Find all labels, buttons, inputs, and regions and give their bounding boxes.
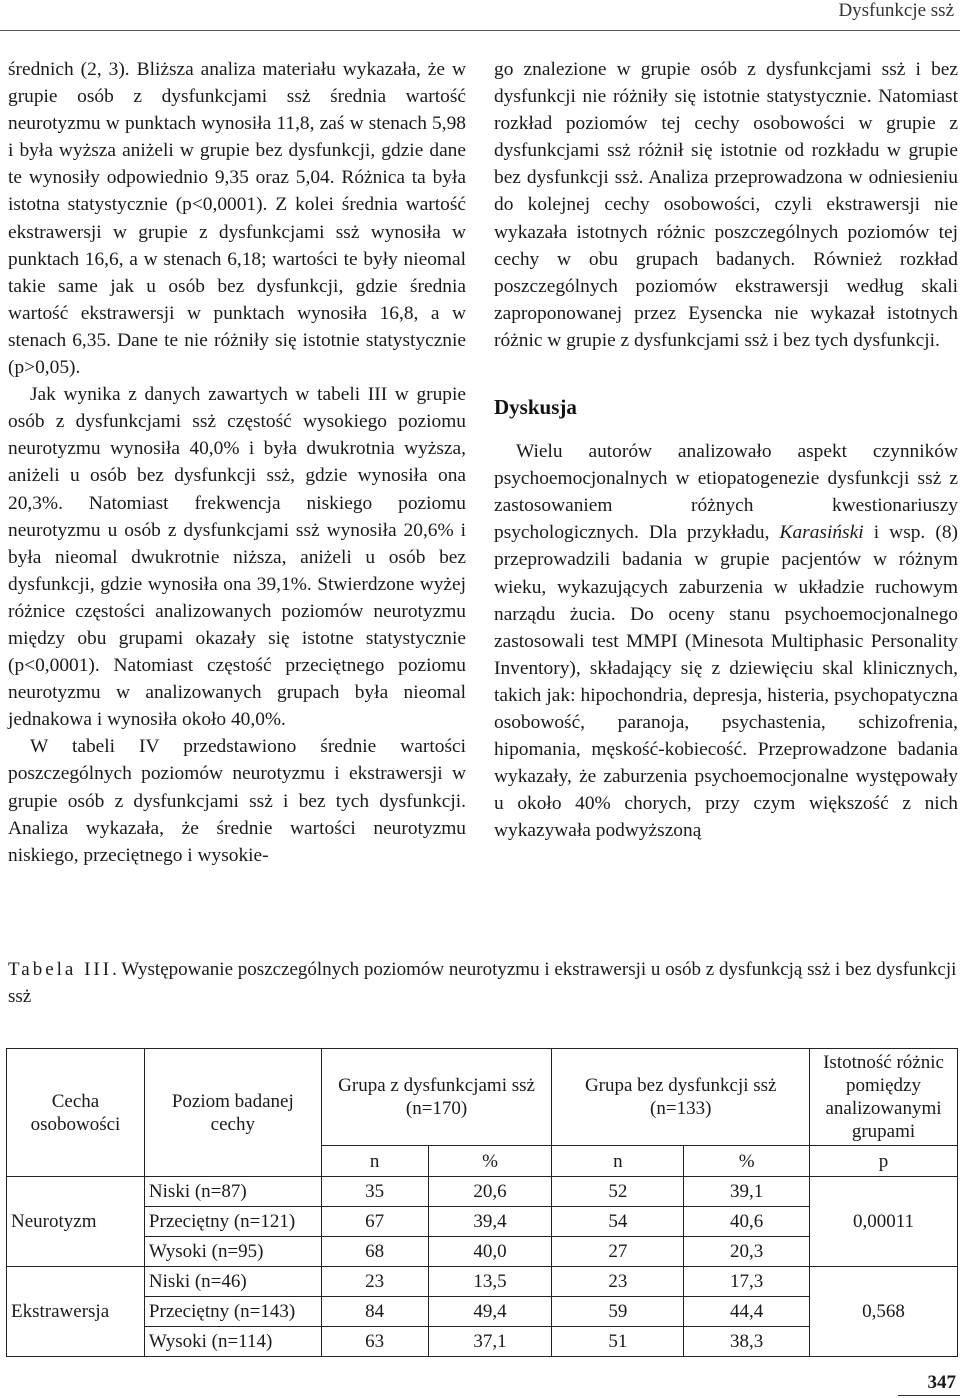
- body-paragraph: [494, 438, 958, 844]
- body-paragraph: go znalezione w grupie osób z dysfunkcjami ssż i bez dysfunkcji nie różniły się istotnie statystycznie. Natomiast rozkład poziomów tej cechy osobowości w grupie z dysfunkcjami ssż różnił się istotnie od rozkładu w grupie bez dysfunkcji ssż. Analiza przeprowadzona w odniesieniu do kolejnej cechy osobowości, czyli ekstrawersji nie wykazała istotnych różnic poszczególnych poziomów tej cechy w obu grupach badanych. Również rozkład poszczególnych poziomów ekstrawersji według skali zaproponowanej przez Eysencka nie wykazał istotnych różnic w grupie z dysfunkcjami ssż i bez tych dysfunkcji.: [494, 59, 958, 351]
- subheader-cell: %: [684, 1146, 810, 1177]
- body-paragraph: średnich (2, 3). Bliższa analiza materiału wykazała, że w grupie osób z dysfunkcjami ssż średnia wartość neurotyzmu w punktach wynosiła 11,8, zaś w stenach 5,98 i była wyższa aniżeli w grupie bez dysfunkcji, gdzie dane te wynosiły odpowiednio 9,35 oraz 5,04. Różnica ta była istotna statystycznie (p<0,0001). Z kolei średnia wartość ekstrawersji w grupie z dysfunkcjami ssż wynosiła w punktach 16,6, a w stenach 6,18; wartości te były nieomal takie same jak u osób bez dysfunkcji, gdzie średnia wartość ekstrawersji w punktach wynosiła 16,8, a w stenach 6,35. Dane te nie różniły się istotnie statystycznie (p>0,05).: [8, 59, 466, 379]
- body-paragraph: W tabeli IV przedstawiono średnie wartości poszczególnych poziomów neurotyzmu i ekstrawersji w grupie osób z dysfunkcjami ssż i bez tych dysfunkcji. Analiza wykazała, że średnie wartości neurotyzmu niskiego, przeciętnego i wysokie-: [8, 736, 466, 866]
- value-cell: 40,6: [684, 1207, 810, 1237]
- level-cell: Niski (n=46): [144, 1267, 321, 1297]
- value-cell: 20,3: [684, 1237, 810, 1267]
- subheader-cell: %: [428, 1146, 552, 1177]
- left-column: [8, 56, 466, 869]
- value-cell: 17,3: [684, 1267, 810, 1297]
- level-cell: Wysoki (n=95): [144, 1237, 321, 1267]
- value-cell: 40,0: [428, 1237, 552, 1267]
- value-cell: 44,4: [684, 1297, 810, 1327]
- paragraph-text: Wielu autorów analizowało aspekt czynników psychoemocjonalnych w etiopatogenezie dysfunkcji ssż z zastosowaniem różnych kwestionariuszy psychologicznych. Dla przykładu,: [494, 441, 958, 544]
- level-cell: Niski (n=87): [144, 1177, 321, 1207]
- value-cell: 20,6: [428, 1177, 552, 1207]
- value-cell: 54: [552, 1207, 684, 1237]
- value-cell: 35: [321, 1177, 428, 1207]
- header-level: Poziom badanej cechy: [144, 1049, 321, 1177]
- value-cell: 13,5: [428, 1267, 552, 1297]
- table-caption: [8, 956, 958, 1010]
- value-cell: 52: [552, 1177, 684, 1207]
- value-cell: 68: [321, 1237, 428, 1267]
- footer-rule: [898, 1395, 960, 1396]
- table-label: Tabela III: [8, 959, 113, 980]
- value-cell: 37,1: [428, 1327, 552, 1357]
- running-head: Dysfunkcje ssż: [838, 0, 954, 21]
- value-cell: 39,4: [428, 1207, 552, 1237]
- paragraph-text: i wsp. (8) przeprowadzili badania w grupie pacjentów w różnym wieku, wykazujących zaburzenia w układzie ruchowym narządu żucia. Do oceny stanu psychoemocjonalnego zastosowali test MMPI (Minesota Multiphasic Personality Inventory), składający się z dziewięciu skal klinicznych, takich jak: hipochondria, depresja, histeria, psychopatyczna osobowość, paranoja, psychastenia, schizofrenia, hipomania, męskość-kobiecość. Przeprowadzone badania wykazały, że zaburzenia psychoemocjonalne występowały u około 40% chorych, przy czym większość z nich wykazywała podwyższoną: [494, 522, 958, 842]
- value-cell: 38,3: [684, 1327, 810, 1357]
- table-row: [7, 1177, 958, 1207]
- p-value-cell: 0,00011: [810, 1177, 958, 1267]
- header-group-without: Grupa bez dysfunkcji ssż (n=133): [552, 1049, 810, 1146]
- p-value-cell: 0,568: [810, 1267, 958, 1357]
- value-cell: 51: [552, 1327, 684, 1357]
- body-paragraph: Jak wynika z danych zawartych w tabeli III w grupie osób z dysfunkcjami ssż częstość wysokiego poziomu neurotyzmu wynosiła 40,0% i była dwukrotnia wyższa, aniżeli u osób bez dysfunkcji ssż, gdzie wynosiła ona 20,3%. Natomiast frekwencja niskiego poziomu neurotyzmu u osób z dysfunkcjami ssż wynosiła 20,6% i była nieomal dwukrotnie niższa, aniżeli u osób bez dysfunkcji, gdzie wynosiła ona 39,1%. Stwierdzone wyżej różnice częstości analizowanych poziomów neurotyzmu między obu grupami okazały się istotne statystycznie (p<0,0001). Natomiast częstość przeciętnego poziomu neurotyzmu w analizowanych grupach była nieomal jednakowa i wynosiła około 40,0%.: [8, 384, 466, 731]
- value-cell: 59: [552, 1297, 684, 1327]
- header-trait: Cecha osobowości: [7, 1049, 145, 1177]
- author-name: Karasiński: [779, 522, 864, 544]
- subheader-cell: n: [552, 1146, 684, 1177]
- trait-cell: Neurotyzm: [7, 1177, 145, 1267]
- value-cell: 67: [321, 1207, 428, 1237]
- trait-cell: Ekstrawersja: [7, 1267, 145, 1357]
- subheader-cell: n: [321, 1146, 428, 1177]
- level-cell: Przeciętny (n=121): [144, 1207, 321, 1237]
- table-header-row: [7, 1049, 958, 1146]
- right-column: [494, 56, 958, 844]
- table-caption-text: . Występowanie poszczególnych poziomów neurotyzmu i ekstrawersji u osób z dysfunkcją ssż i bez dysfunkcji ssż: [8, 959, 957, 1007]
- value-cell: 23: [552, 1267, 684, 1297]
- data-table: [6, 1048, 958, 1357]
- value-cell: 27: [552, 1237, 684, 1267]
- table-row: [7, 1267, 958, 1297]
- page-number: 347: [927, 1372, 956, 1393]
- header-group-with: Grupa z dysfunkcjami ssż (n=170): [321, 1049, 552, 1146]
- header-rule: [0, 30, 960, 31]
- header-significance: Istotność różnic pomiędzy analizowanymi grupami: [810, 1049, 958, 1146]
- level-cell: Przeciętny (n=143): [144, 1297, 321, 1327]
- value-cell: 63: [321, 1327, 428, 1357]
- section-heading: Dyskusja: [494, 395, 577, 420]
- value-cell: 39,1: [684, 1177, 810, 1207]
- value-cell: 49,4: [428, 1297, 552, 1327]
- value-cell: 84: [321, 1297, 428, 1327]
- subheader-cell: p: [810, 1146, 958, 1177]
- level-cell: Wysoki (n=114): [144, 1327, 321, 1357]
- value-cell: 23: [321, 1267, 428, 1297]
